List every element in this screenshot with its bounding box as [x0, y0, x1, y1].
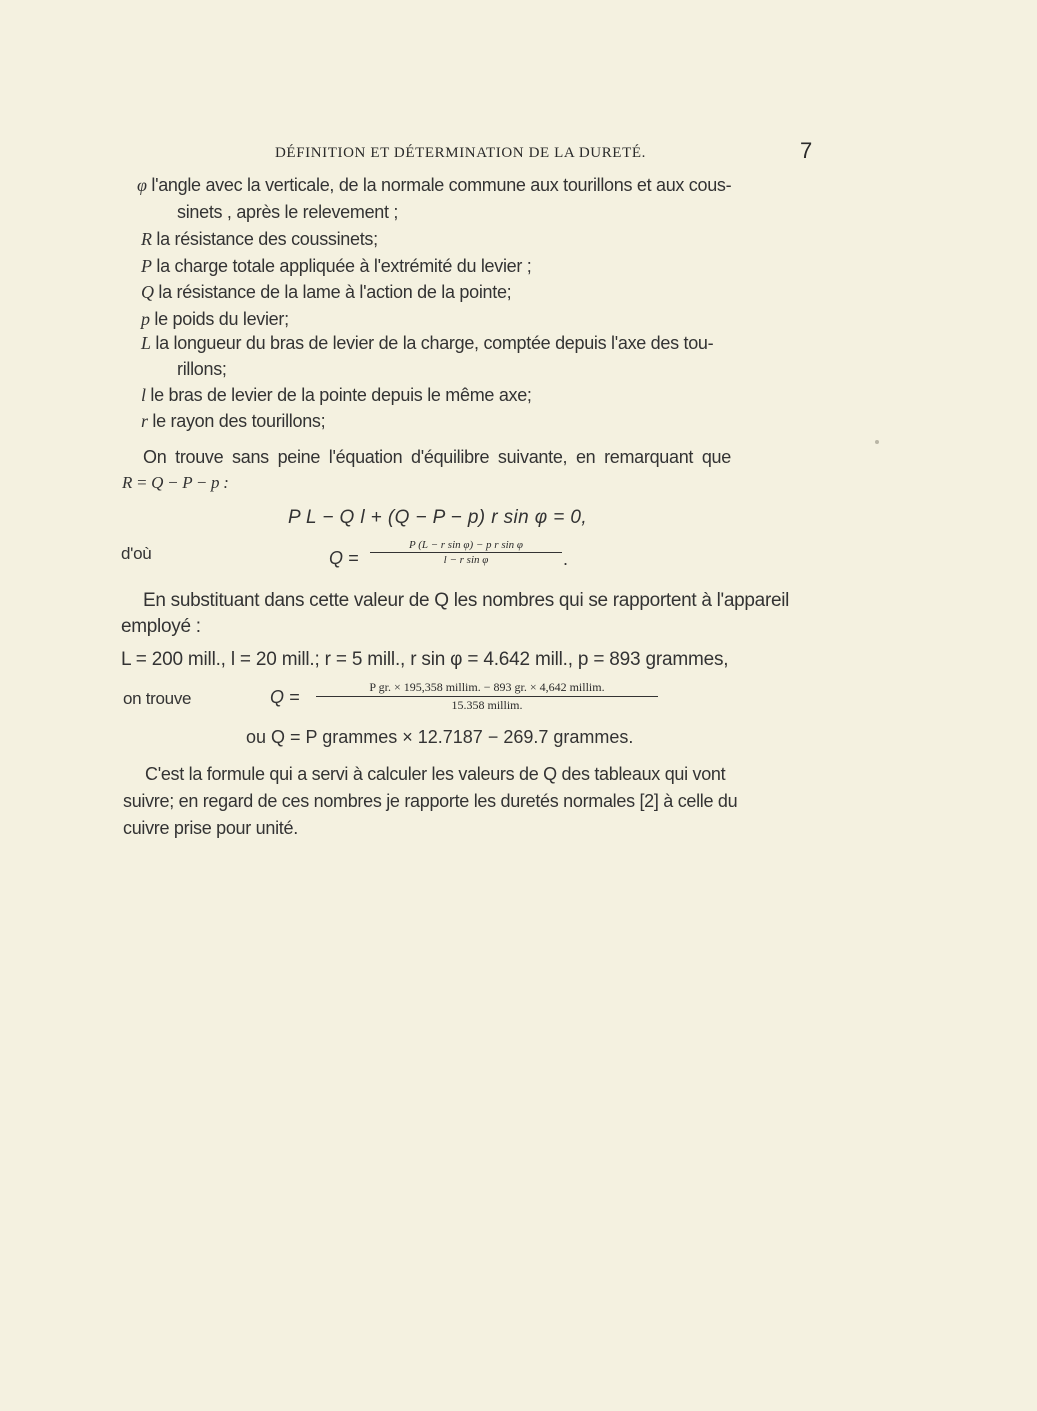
paragraph3-line3: cuivre prise pour unité. — [123, 818, 298, 838]
definition-Q — [141, 282, 511, 303]
definition-p — [141, 309, 289, 330]
definition-text: le poids du levier; — [154, 309, 289, 329]
equation-equilibrium: P L − Q l + (Q − P − p) r sin φ = 0, — [288, 507, 588, 528]
definition-P — [141, 256, 531, 277]
equation2-lhs: Q = — [329, 548, 359, 568]
definition-L — [141, 333, 713, 354]
symbol: r — [141, 411, 148, 431]
symbol: R — [141, 229, 152, 249]
equation2-suffix: . — [563, 549, 569, 569]
page-number: 7 — [800, 138, 813, 163]
running-title: DÉFINITION ET DÉTERMINATION DE LA DURETÉ. — [275, 145, 646, 161]
definition-text: le rayon des tourillons; — [152, 411, 326, 431]
paragraph2-values: L = 200 mill., l = 20 mill.; r = 5 mill., r sin φ = 4.642 mill., p = 893 grammes, — [121, 649, 729, 670]
equation3-numerator: P gr. × 195,358 millim. − 893 gr. × 4,642 millim. — [316, 680, 658, 697]
definition-r — [141, 411, 325, 432]
definition-phi — [137, 175, 731, 196]
equation2-denominator: l − r sin φ — [443, 554, 489, 566]
equation3-lhs: Q = — [270, 687, 300, 707]
definition-phi-continued: sinets , après le relevement ; — [177, 202, 399, 222]
paragraph2-line1: En substituant dans cette valeur de Q les nombres qui se rapportent à l'appareil — [143, 590, 790, 611]
definition-text: le bras de levier de la pointe depuis le même axe; — [150, 385, 532, 405]
equation-result: ou Q = P grammes × 12.7187 − 269.7 grammes. — [246, 727, 634, 747]
definition-l — [141, 385, 532, 406]
symbol: L — [141, 333, 151, 353]
paragraph3-line1: C'est la formule qui a servi à calculer les valeurs de Q des tableaux qui vont — [145, 764, 726, 784]
definition-L-continued: rillons; — [177, 359, 227, 379]
equation3-denominator: 15.358 millim. — [451, 698, 523, 712]
symbol: p — [141, 309, 150, 329]
symbol: l — [141, 385, 146, 405]
equation2-numerator: P (L − r sin φ) − p r sin φ — [370, 539, 562, 553]
equation3-prefix: on trouve — [123, 689, 192, 708]
paragraph1-line2: R = Q − P − p : — [122, 473, 229, 492]
symbol: φ — [137, 175, 147, 195]
definition-text: la résistance des coussinets; — [156, 229, 378, 249]
definition-text: la résistance de la lame à l'action de la pointe; — [158, 282, 512, 302]
equation2-fraction — [370, 539, 562, 566]
definition-text: la charge totale appliquée à l'extrémité du levier ; — [156, 256, 532, 276]
paragraph3-line2: suivre; en regard de ces nombres je rapporte les duretés normales [2] à celle du — [123, 791, 738, 811]
paper-speck — [875, 440, 879, 444]
definition-text: l'angle avec la verticale, de la normale commune aux tourillons et aux cous- — [151, 175, 732, 195]
definition-text: la longueur du bras de levier de la charge, comptée depuis l'axe des tou- — [155, 333, 714, 353]
symbol: Q — [141, 282, 154, 302]
symbol: P — [141, 256, 152, 276]
equation3-fraction — [316, 680, 658, 713]
definition-R — [141, 229, 378, 250]
paragraph1-line1: On trouve sans peine l'équation d'équilibre suivante, en remarquant que — [143, 447, 731, 467]
paragraph2-line2: employé : — [121, 616, 201, 637]
equation2-prefix: d'où — [121, 544, 152, 563]
